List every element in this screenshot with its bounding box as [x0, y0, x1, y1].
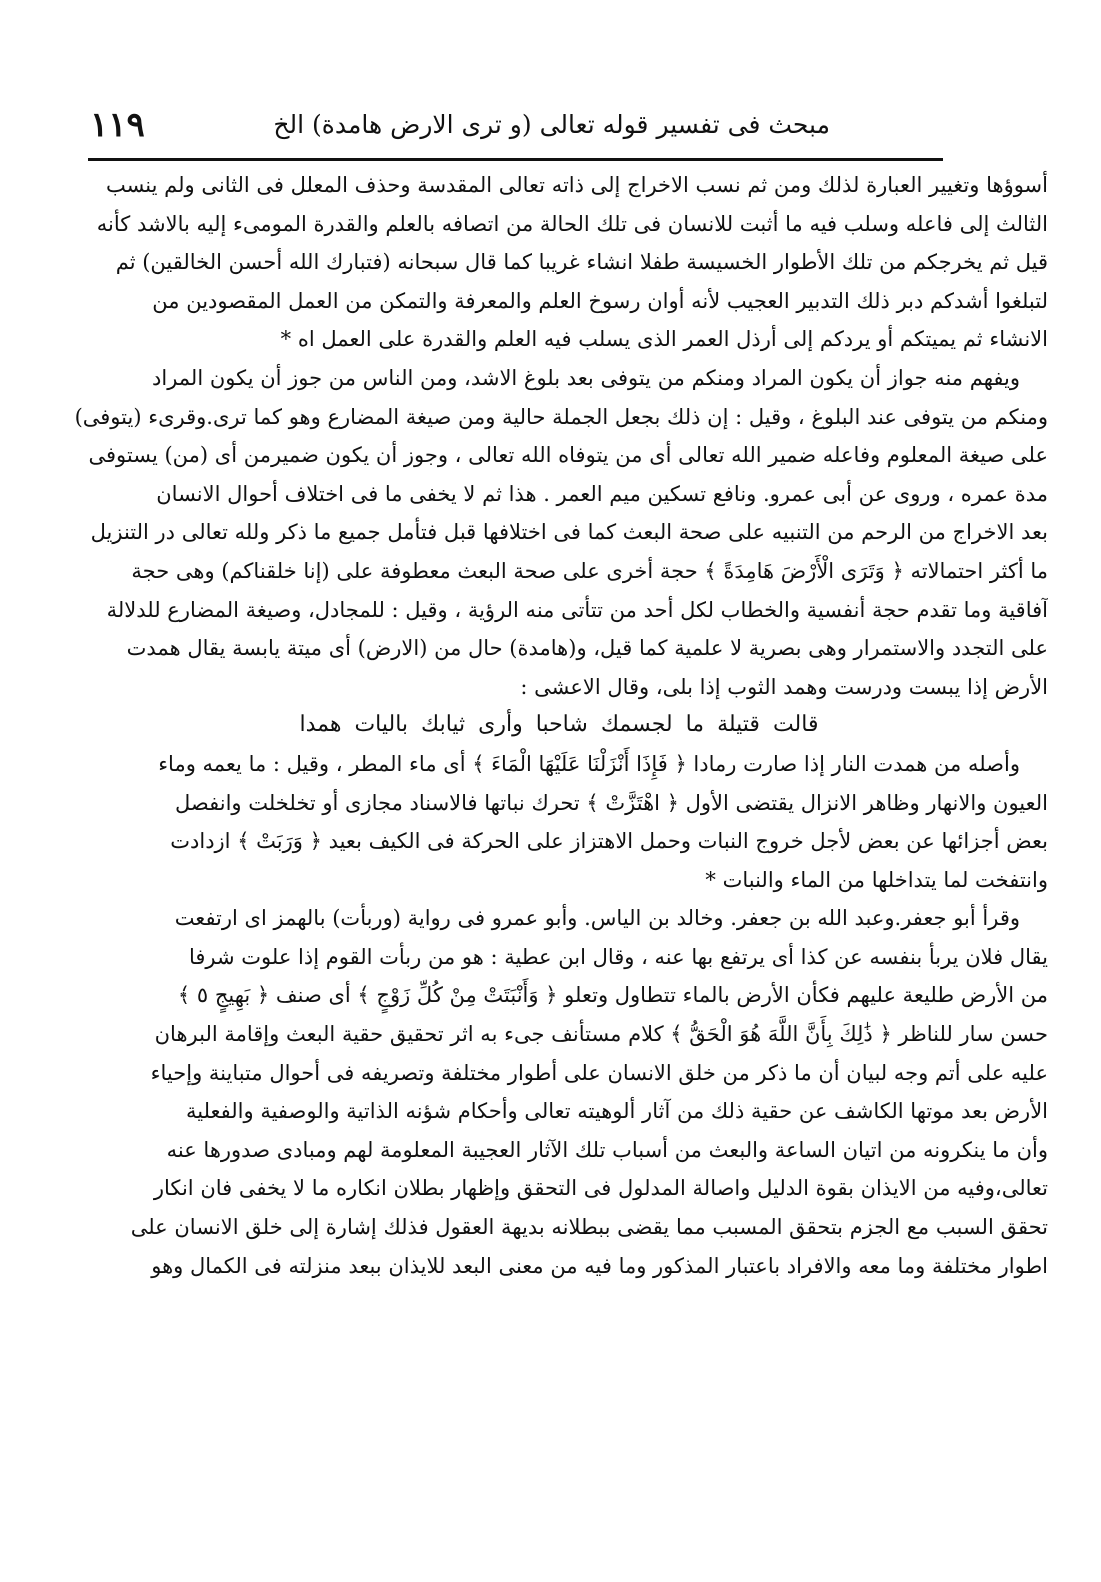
text-line: على صيغة المعلوم وفاعله ضمير الله تعالى أى من يتوفاه الله تعالى ، وجوز أن يكون ضميرمن أى (من) يستوفى: [88, 443, 1048, 468]
text-line: وأصله من همدت النار إذا صارت رمادا ﴿ فَإِذَا أَنْزَلْنَا عَلَيْهَا الْمَاءَ ﴾ أى ماء المطر ، وقيل : ما يعمه وماء: [158, 751, 1020, 776]
text-line: آفاقية وما تقدم حجة أنفسية والخطاب لكل أحد من تتأتى منه الرؤية ، وقيل : للمجادل، وصيغة المضارع للدلالة: [106, 597, 1048, 622]
text-line: تحقق السبب مع الجزم بتحقق المسبب مما يقضى ببطلانه بديهة العقول فذلك إشارة إلى خلق الانسان على: [130, 1215, 1048, 1240]
text-line: بعد الاخراج من الرحم من التنبيه على صحة البعث كما فى اختلافها قبل فتأمل جميع ما ذكر ولله تعالى در التنزيل: [90, 520, 1048, 545]
text-line: الانشاء ثم يميتكم أو يردكم إلى أرذل العمر الذى يسلب فيه العلم والقدرة على العمل اه *: [280, 327, 1048, 352]
header-rule: [88, 158, 943, 161]
page-number: ١١٩: [90, 105, 145, 145]
text-line: من الأرض طليعة عليهم فكأن الأرض بالماء تتطاول وتعلو ﴿ وَأَنْبَتَتْ مِنْ كُلِّ زَوْجٍ ﴾ أى صنف ﴿ بَهِيجٍ ٥ ﴾: [177, 983, 1048, 1008]
text-line: مدة عمره ، وروى عن أبى عمرو. ونافع تسكين ميم العمر . هذا ثم لا يخفى ما فى اختلاف أحوال الانسان: [156, 481, 1048, 506]
text-line: قيل ثم يخرجكم من تلك الأطوار الخسيسة طفلا انشاء غريبا كما قال سبحانه (فتبارك الله أحسن الخالقين) ثم: [115, 250, 1048, 275]
text-line: أسوؤها وتغيير العبارة لذلك ومن ثم نسب الاخراج إلى ذاته تعالى المقدسة وحذف المعلل فى الثانى ولم ينسب: [105, 173, 1048, 197]
text-line: الأرض إذا يبست ودرست وهمد الثوب إذا بلى، وقال الاعشى :: [520, 674, 1048, 699]
text-line: وقرأ أبو جعفر.وعبد الله بن جعفر. وخالد بن الياس. وأبو عمرو فى رواية (وربأت) بالهمز اى ارتفعت: [174, 906, 1020, 931]
text-line: الأرض بعد موتها الكاشف عن حقية ذلك من آثار ألوهيته تعالى وأحكام شؤنه الذاتية والوصفية والفعلية: [185, 1099, 1048, 1124]
body-text: [70, 166, 1048, 1556]
text-line: على التجدد والاستمرار وهى بصرية لا علمية كما قيل، و(هامدة) حال من (الارض) أى ميتة يابسة يقال همدت: [126, 636, 1048, 661]
text-line: اطوار مختلفة وما معه والافراد باعتبار المذكور وما فيه من معنى البعد للايذان ببعد منزلته فى الكمال وهو: [151, 1253, 1048, 1278]
text-line: الثالث إلى فاعله وسلب فيه ما أثبت للانسان فى تلك الحالة من اتصافه بالعلم والقدرة المومىء إليه بالاشد كأنه: [96, 211, 1048, 236]
text-line: لتبلغوا أشدكم دبر ذلك التدبير العجيب لأنه أوان رسوخ العلم والمعرفة والتمكن من العمل المقصودين من: [152, 288, 1048, 313]
text-line: وأن ما ينكرونه من اتيان الساعة والبعث من أسباب تلك الآثار العجيبة المعلومة لهم ومبادى صدورها عنه: [166, 1137, 1048, 1162]
text-line: وانتفخت لما يتداخلها من الماء والنبات *: [705, 867, 1048, 892]
text-line: ومنكم من يتوفى عند البلوغ ، وقيل : إن ذلك بجعل الجملة حالية ومن صيغة المضارع وهو كما ترى.وقرىء (يتوفى): [74, 404, 1048, 429]
text-line: عليه على أتم وجه لبيان أن ما ذكر من خلق الانسان على أطوار مختلفة وتصريفه فى أحوال متباينة وإحياء: [150, 1060, 1048, 1085]
text-line: العيون والانهار وظاهر الانزال يقتضى الأول ﴿ اهْتَزَّتْ ﴾ تحرك نباتها فالاسناد مجازى أو تخلخلت وانفصل: [175, 790, 1048, 815]
text-line: يقال فلان يربأ بنفسه عن كذا أى يرتفع بها عنه ، وقال ابن عطية : هو من ربأت القوم إذا علوت شرفا: [188, 944, 1048, 969]
text-line: بعض أجزائها عن بعض لأجل خروج النبات وحمل الاهتزاز على الحركة فى الكيف بعيد ﴿ وَرَبَتْ ﴾ ازدادت: [170, 829, 1048, 854]
poem-verse: قالت قتيلة ما لجسمك شاحبا وأرى ثيابك باليات همدا: [299, 712, 819, 738]
text-line: ما أكثر احتمالاته ﴿ وَتَرَى الْأَرْضَ هَامِدَةً ﴾ حجة أخرى على صحة البعث معطوفة على (إنا خلقناكم) وهى حجة: [131, 558, 1048, 583]
text-line: حسن سار للناظر ﴿ ذَٰلِكَ بِأَنَّ اللَّهَ هُوَ الْحَقُّ ﴾ كلام مستأنف جىء به اثر تحقيق حقية البعث وإقامة البرهان: [154, 1022, 1048, 1047]
text-line: تعالى،وفيه من الايذان بقوة الدليل واصالة المدلول فى التحقق وإظهار بطلان انكاره ما لا يخفى فان انكار: [153, 1176, 1048, 1201]
header-title: مبحث فى تفسير قوله تعالى (و ترى الارض هامدة) الخ: [273, 110, 830, 139]
running-header: [90, 100, 1030, 150]
text-line: ويفهم منه جواز أن يكون المراد ومنكم من يتوفى بعد بلوغ الاشد، ومن الناس من جوز أن يكون المراد: [152, 365, 1020, 390]
